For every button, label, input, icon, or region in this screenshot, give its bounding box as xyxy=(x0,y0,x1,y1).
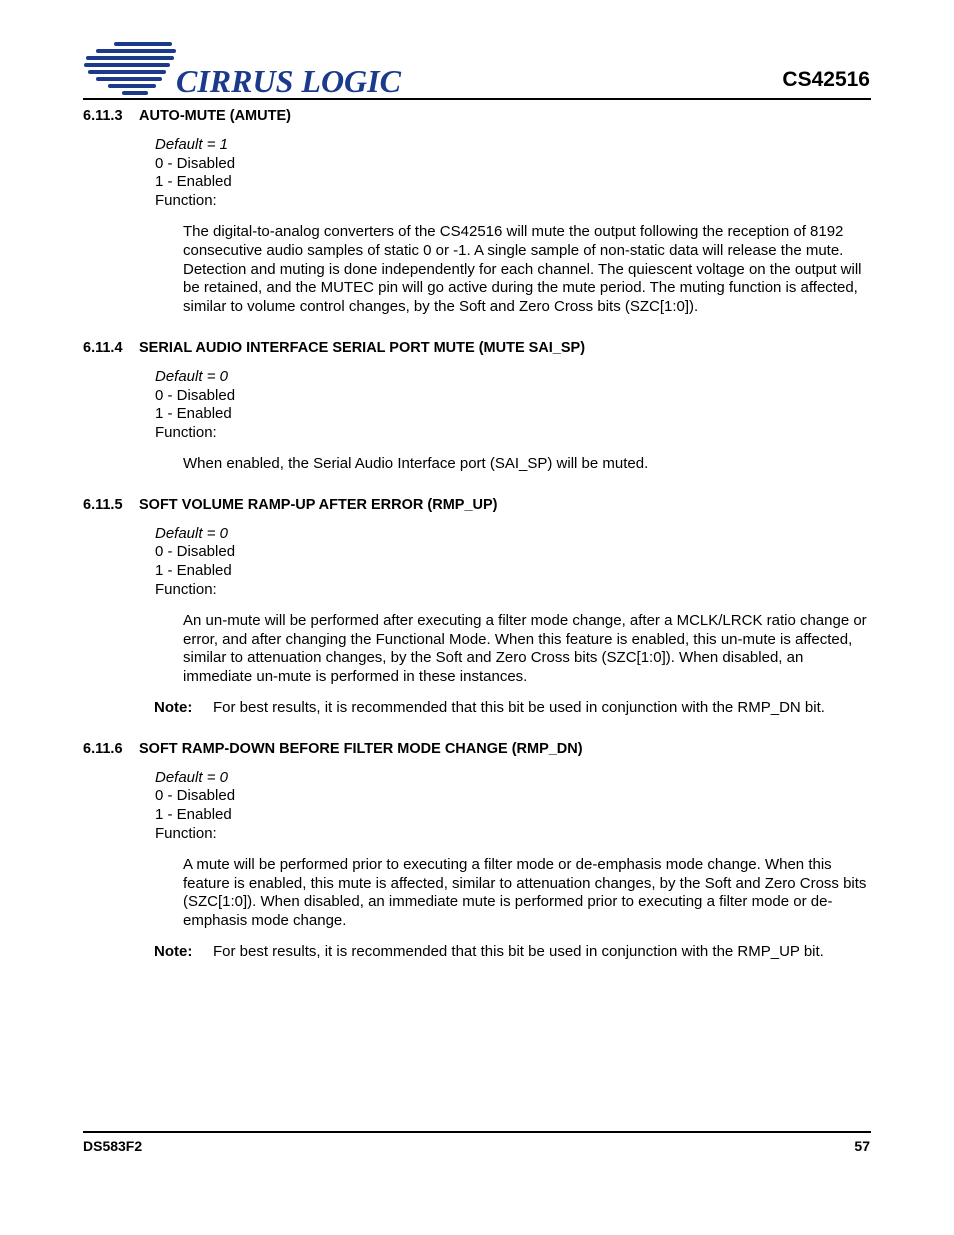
section-title: SOFT RAMP-DOWN BEFORE FILTER MODE CHANGE (RMP_DN) xyxy=(139,740,583,757)
function-label: Function: xyxy=(155,192,217,210)
note-text: For best results, it is recommended that this bit be used in conjunction with the RMP_DN bit. xyxy=(213,698,825,716)
option-list xyxy=(155,136,871,211)
function-text: An un-mute will be performed after executing a filter mode change, after a MCLK/LRCK ratio change or error, and after changing the Functional Mode. When this feature is enabled, this un-mute is affected, similar to attenuation changes, by the Soft and Zero Cross bits (SZC[1:0]). When disabled, an immediate un-mute is performed in these instances. xyxy=(183,611,867,686)
section-mute-sai-sp xyxy=(83,339,871,474)
option-list xyxy=(155,525,871,600)
section-number: 6.11.3 xyxy=(83,108,123,124)
option-enabled: 1 - Enabled xyxy=(155,806,232,824)
option-disabled: 0 - Disabled xyxy=(155,386,236,404)
function-text: When enabled, the Serial Audio Interface port (SAI_SP) will be muted. xyxy=(183,454,649,472)
option-enabled: 1 - Enabled xyxy=(155,562,232,580)
page-content xyxy=(83,107,871,984)
note-label: Note: xyxy=(154,942,193,960)
document-number: DS583F2 xyxy=(83,1138,143,1154)
note xyxy=(154,943,871,962)
footer-rule xyxy=(83,1131,871,1133)
option-disabled: 0 - Disabled xyxy=(155,154,236,172)
section-rmp-dn xyxy=(83,740,871,962)
default-value: Default = 0 xyxy=(155,367,228,385)
function-text: The digital-to-analog converters of the CS42516 will mute the output following the reception of 8192 consecutive audio samples of static 0 or -1. A single sample of non-static data will release the mute. Detection and muting is done independently for each channel. The quiescent voltage on the output will be retained, and the MUTEC pin will go active during the mute period. The muting function is affected, similar to volume control changes, by the Soft and Zero Cross bits (SZC[1:0]). xyxy=(183,222,862,316)
section-title: SERIAL AUDIO INTERFACE SERIAL PORT MUTE (MUTE SAI_SP) xyxy=(139,339,586,356)
option-list xyxy=(155,769,871,844)
section-amute xyxy=(83,107,871,317)
header-rule xyxy=(83,98,871,100)
cirrus-logic-logo xyxy=(84,38,404,102)
section-number: 6.11.6 xyxy=(83,740,123,757)
section-title: AUTO-MUTE (AMUTE) xyxy=(139,108,291,124)
page-number: 57 xyxy=(854,1138,870,1154)
section-rmp-up xyxy=(83,496,871,718)
function-label: Function: xyxy=(155,580,217,598)
logo-wordmark: CIRRUS LOGIC xyxy=(176,63,401,99)
section-number: 6.11.5 xyxy=(83,496,123,513)
default-value: Default = 0 xyxy=(155,768,228,786)
section-number: 6.11.4 xyxy=(83,339,123,356)
function-label: Function: xyxy=(155,424,217,442)
option-enabled: 1 - Enabled xyxy=(155,405,232,423)
document-id: CS42516 xyxy=(782,68,870,91)
section-heading xyxy=(83,740,871,759)
function-text: A mute will be performed prior to executing a filter mode or de-emphasis mode change. When this feature is enabled, this mute is affected, similar to attenuation changes, by the Soft and Zero Cross bits (SZC[1:0]). When disabled, an immediate mute is performed prior to executing a filter mode or de-emphasis mode change. xyxy=(183,855,867,930)
default-value: Default = 1 xyxy=(155,135,228,153)
section-heading xyxy=(83,339,871,358)
option-list xyxy=(155,368,871,443)
note-text: For best results, it is recommended that this bit be used in conjunction with the RMP_UP bit. xyxy=(213,942,824,960)
function-label: Function: xyxy=(155,824,217,842)
section-heading xyxy=(83,496,871,515)
option-disabled: 0 - Disabled xyxy=(155,787,236,805)
default-value: Default = 0 xyxy=(155,524,228,542)
note xyxy=(154,699,871,718)
option-disabled: 0 - Disabled xyxy=(155,543,236,561)
option-enabled: 1 - Enabled xyxy=(155,173,232,191)
section-title: SOFT VOLUME RAMP-UP AFTER ERROR (RMP_UP) xyxy=(139,496,498,513)
section-heading xyxy=(83,107,871,126)
note-label: Note: xyxy=(154,698,193,716)
